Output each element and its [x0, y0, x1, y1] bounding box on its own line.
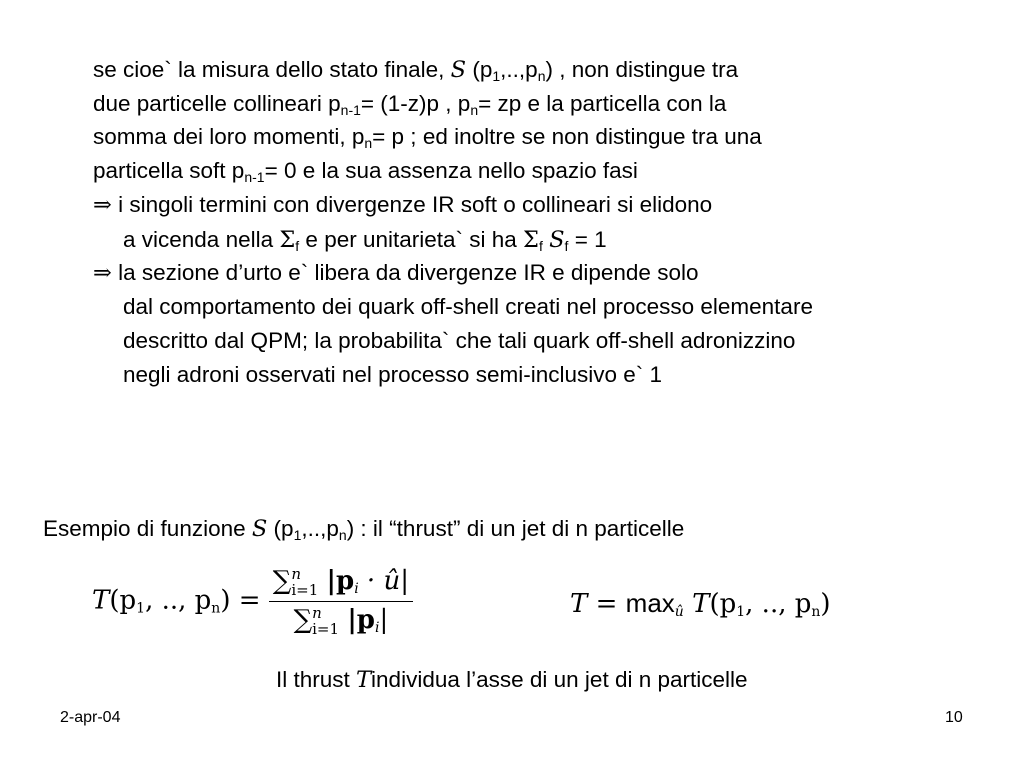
point2-line3: descritto dal QPM; la probabilita` che tali quark off-shell adronizzino: [123, 328, 796, 353]
script-s-symbol: S: [251, 516, 268, 542]
text: = (1-z)p , p: [360, 91, 471, 116]
text: , .., p: [745, 589, 812, 619]
point2-line1: [93, 260, 698, 286]
sum-icon: ∑: [293, 605, 313, 635]
script-s-symbol: S: [549, 227, 565, 253]
text: ): [820, 589, 831, 619]
text: se cioe` la misura dello stato finale,: [93, 57, 451, 82]
thrust-max-formula: [570, 588, 831, 619]
subscript: n-1: [340, 102, 361, 118]
text: Esempio di funzione: [43, 516, 252, 541]
subscript: 1: [736, 604, 746, 620]
text: (p: [109, 585, 137, 616]
sum-lower: i=1: [291, 581, 319, 599]
thrust-fraction: [269, 566, 413, 637]
numerator: [269, 566, 413, 602]
para1-line3: [93, 124, 762, 150]
max-operator: max: [625, 588, 675, 618]
point2-line2: dal comportamento dei quark off-shell creati nel processo elementare: [123, 294, 813, 319]
sum-upper: n: [312, 604, 322, 622]
implies-arrow-icon: ⇒: [93, 192, 112, 218]
page-number: 10: [945, 709, 963, 726]
text: |p: [347, 605, 375, 635]
text: ,..,p: [500, 57, 538, 82]
implies-arrow-icon: ⇒: [93, 260, 112, 286]
text: a vicenda nella: [123, 227, 280, 252]
subscript: û: [674, 604, 684, 620]
sum-icon: ∑: [272, 566, 292, 596]
text: due particelle collineari p: [93, 91, 341, 116]
thrust-caption: [276, 667, 748, 693]
para1-line4: [93, 158, 638, 184]
text: = zp e la particella con la: [478, 91, 727, 116]
thrust-formula: [92, 566, 413, 637]
text: (p: [709, 589, 737, 619]
thrust-symbol: T: [356, 667, 372, 693]
text: e per unitarieta` si ha: [299, 227, 524, 252]
text: · û|: [358, 566, 409, 596]
subscript: 1: [293, 527, 302, 543]
text: ) , non distingue tra: [545, 57, 739, 82]
text: individua l’asse di un jet di n particelle: [371, 667, 748, 692]
text: (p: [267, 516, 294, 541]
text: =: [587, 589, 626, 619]
subscript: n: [811, 604, 821, 620]
sum-limits: [291, 566, 318, 598]
thrust-symbol: T: [570, 589, 588, 619]
text: |p: [326, 566, 355, 596]
text: = 1: [568, 227, 607, 252]
text: = p ; ed inoltre se non distingue tra una: [372, 124, 762, 149]
point1-line2: [123, 227, 607, 253]
subscript: n: [537, 68, 546, 84]
text: ) : il “thrust” di un jet di n particelle: [346, 516, 685, 541]
subscript: f: [295, 238, 300, 254]
subscript: i: [374, 620, 380, 636]
thrust-symbol: T: [692, 589, 710, 619]
subscript: 1: [492, 68, 501, 84]
text: ) =: [220, 585, 261, 616]
sum-upper: n: [291, 565, 302, 583]
denominator: [269, 602, 413, 637]
para1-line2: [93, 91, 726, 117]
text: i singoli termini con divergenze IR soft o collineari si elidono: [111, 192, 713, 217]
point2-line4: negli adroni osservati nel processo semi-inclusivo e` 1: [123, 362, 663, 387]
footer-date: 2-apr-04: [60, 709, 121, 726]
subscript: 1: [136, 600, 146, 617]
text: = 0 e la sua assenza nello spazio fasi: [264, 158, 638, 183]
para1-line1: [93, 57, 738, 83]
subscript: n-1: [244, 169, 265, 185]
subscript: n: [211, 600, 221, 617]
sum-lower: i=1: [312, 620, 340, 638]
subscript: f: [538, 238, 543, 254]
subscript: n: [364, 135, 373, 151]
text: |: [379, 605, 389, 635]
sigma-symbol: Σ: [523, 227, 539, 253]
sum-limits: [312, 605, 339, 637]
text: Il thrust: [276, 667, 357, 692]
point1-line1: [93, 192, 712, 218]
text: particella soft p: [93, 158, 245, 183]
subscript: n: [470, 102, 479, 118]
text: somma dei loro momenti, p: [93, 124, 365, 149]
text: la sezione d’urto e` libera da divergenze IR e dipende solo: [111, 260, 699, 285]
text: ,..,p: [301, 516, 339, 541]
thrust-symbol: T: [92, 585, 110, 616]
text: (p: [466, 57, 493, 82]
subscript: f: [564, 238, 569, 254]
subscript: i: [354, 581, 359, 597]
text: , .., p: [145, 585, 212, 616]
example-heading: [43, 516, 684, 542]
sigma-symbol: Σ: [279, 227, 296, 253]
script-s-symbol: S: [450, 57, 467, 83]
subscript: n: [338, 527, 347, 543]
